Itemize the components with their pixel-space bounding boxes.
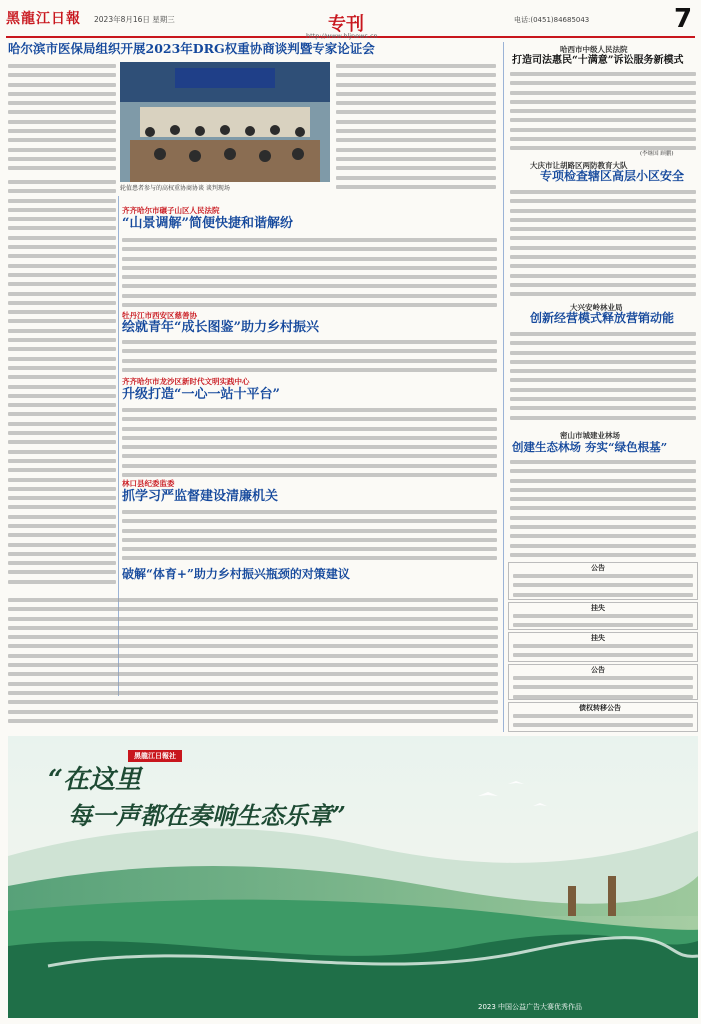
right-article3-kicker: 大兴安岭林业局 [570, 303, 623, 312]
article1-kicker: 齐齐哈尔市碾子山区人民法院 [122, 206, 220, 215]
article1-headline: “山景调解”简便快捷和谐解纷 [122, 216, 293, 231]
right-article4-headline: 创建生态林场 夯实“绿色根基” [512, 440, 668, 454]
banner-line-1: “在这里 [48, 765, 141, 795]
photo-caption: 轮值患者参与的高权重协商协谈 谈判现场 [120, 185, 230, 192]
website-url[interactable]: http://www.hljnews.cn [306, 32, 378, 40]
article4-kicker: 林口县纪委监委 [122, 479, 175, 488]
left-column-text [8, 180, 116, 592]
ad-box-4-title: 公告 [591, 665, 605, 674]
article4-headline: 抓学习严监督建设清廉机关 [122, 489, 279, 504]
right-article2-kicker: 大庆市让胡路区两防教育大队 [530, 161, 628, 170]
ad-box-5-text [513, 714, 693, 732]
right-article1-byline: (李继国 顾鹏) [640, 151, 674, 157]
article3-kicker: 齐齐哈尔市龙沙区新时代文明实践中心 [122, 377, 250, 386]
right-article4-text [510, 460, 696, 560]
article5-text [8, 598, 498, 728]
right-article2-headline: 专项检查辖区高层小区安全 [540, 169, 685, 183]
ad-box-4-text [513, 676, 693, 700]
lead-body-text [8, 64, 116, 176]
ad-box-1-title: 公告 [591, 563, 605, 572]
ad-box-4 [508, 664, 698, 700]
right-article3-text [510, 332, 696, 430]
lead-body-text-2 [336, 64, 496, 194]
article3-headline: 升级打造“一心一站十平台” [122, 387, 280, 402]
ad-box-1-text [513, 574, 693, 600]
banner-tag: 黑龍江日報社 [128, 750, 182, 762]
right-article2-text [510, 190, 696, 302]
article4-text [122, 510, 497, 566]
article2-kicker: 牡丹江市西安区慈善协 [122, 311, 197, 320]
article2-headline: 绘就青年“成长图鉴”助力乡村振兴 [122, 320, 319, 335]
conference-room-image [120, 62, 330, 182]
page-number: 7 [674, 4, 693, 34]
right-column-divider [503, 42, 504, 732]
ad-box-3-title: 挂失 [591, 633, 605, 642]
article5-headline: 破解“体育+”助力乡村振兴瓶颈的对策建议 [122, 567, 350, 581]
masthead [6, 4, 695, 38]
ad-box-2 [508, 602, 698, 630]
public-service-banner [8, 736, 698, 1018]
article3-text [122, 408, 497, 480]
lead-headline: 哈尔滨市医保局组织开展2023年DRG权重协商谈判暨专家论证会 [8, 41, 375, 56]
right-article4-kicker: 密山市城建业林场 [560, 431, 620, 440]
article2-text [122, 340, 497, 378]
banner-line-2: 每一声都在奏响生态乐章” [68, 801, 346, 830]
ad-box-5-title: 债权转移公告 [579, 703, 621, 712]
section-title: 专刊 [328, 14, 364, 35]
right-article1-text [510, 72, 696, 152]
banner-footer: 2023 中国公益广告大赛优秀作品 [478, 1003, 583, 1011]
article1-text [122, 238, 497, 310]
ad-box-1 [508, 562, 698, 600]
conference-photo [120, 62, 330, 182]
contact-phone: 电话:(0451)84685043 [514, 16, 590, 24]
right-article3-headline: 创新经营模式释放营销动能 [530, 311, 675, 325]
ad-box-2-title: 挂失 [591, 603, 605, 612]
ad-box-2-text [513, 614, 693, 630]
right-article1-kicker: 哈西市中级人民法院 [560, 45, 628, 54]
newspaper-logo: 黑龍江日報 [6, 11, 81, 27]
ad-box-3-text [513, 644, 693, 662]
ad-box-5 [508, 702, 698, 732]
right-article1-headline: 打造司法惠民“十满意”诉讼服务新模式 [512, 55, 684, 66]
issue-date: 2023年8月16日 星期三 [94, 15, 175, 24]
ad-box-3 [508, 632, 698, 662]
